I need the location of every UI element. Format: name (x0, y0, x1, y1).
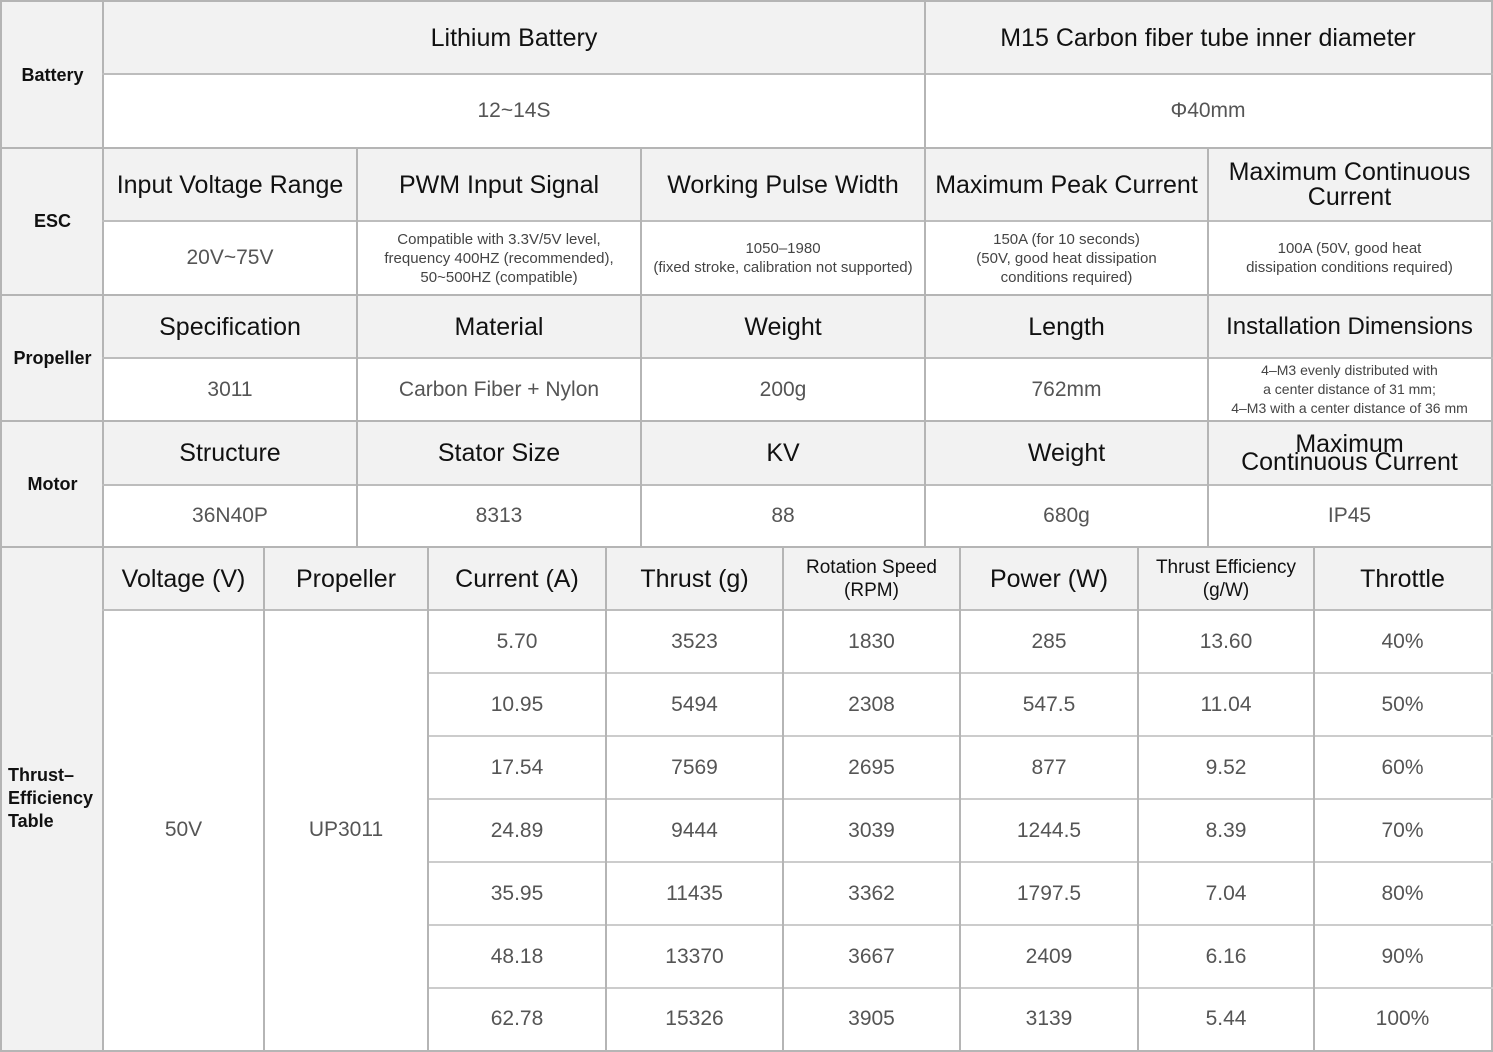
column-divider (605, 546, 607, 1052)
thrust-cell-throttle: 100% (1314, 988, 1491, 1050)
esc-header-continuous: Maximum Continuous Current (1208, 148, 1491, 221)
thrust-cell-thrust: 7569 (606, 736, 783, 799)
column-divider (924, 0, 926, 147)
thrust-cell-efficiency: 11.04 (1138, 673, 1314, 736)
battery-header-type: Lithium Battery (103, 2, 925, 74)
header-divider (102, 484, 1493, 486)
esc-header-pulse: Working Pulse Width (641, 148, 925, 221)
propeller-header-material: Material (357, 295, 641, 358)
thrust-cell-rpm: 3667 (783, 925, 960, 988)
thrust-header-rpm: Rotation Speed (RPM) (783, 547, 960, 610)
thrust-cell-power: 1244.5 (960, 799, 1138, 862)
thrust-cell-efficiency: 8.39 (1138, 799, 1314, 862)
thrust-header-current: Current (A) (428, 547, 606, 610)
column-divider (356, 147, 358, 547)
thrust-header-thrust: Thrust (g) (606, 547, 783, 610)
thrust-cell-thrust: 3523 (606, 610, 783, 673)
section-divider (0, 420, 1493, 422)
propeller-value-weight: 200g (641, 358, 925, 421)
section-divider (0, 546, 1493, 548)
motor-header-stator: Stator Size (357, 421, 641, 485)
header-divider (102, 357, 1493, 359)
motor-value-continuous: IP45 (1208, 485, 1491, 547)
section-label-esc: ESC (2, 148, 103, 295)
column-divider (1313, 546, 1315, 1052)
thrust-cell-power: 877 (960, 736, 1138, 799)
thrust-cell-power: 1797.5 (960, 862, 1138, 925)
column-divider (263, 546, 265, 1052)
propeller-value-spec: 3011 (103, 358, 357, 421)
column-divider (1137, 546, 1139, 1052)
esc-value-pulse: 1050–1980 (fixed stroke, calibration not supported) (641, 221, 925, 295)
thrust-cell-efficiency: 7.04 (1138, 862, 1314, 925)
thrust-cell-current: 5.70 (428, 610, 606, 673)
thrust-cell-efficiency: 5.44 (1138, 988, 1314, 1050)
thrust-cell-thrust: 5494 (606, 673, 783, 736)
esc-header-peak: Maximum Peak Current (925, 148, 1208, 221)
thrust-cell-throttle: 60% (1314, 736, 1491, 799)
thrust-cell-thrust: 9444 (606, 799, 783, 862)
thrust-cell-current: 48.18 (428, 925, 606, 988)
label-column-divider (102, 0, 104, 1052)
thrust-cell-efficiency: 13.60 (1138, 610, 1314, 673)
thrust-cell-efficiency: 9.52 (1138, 736, 1314, 799)
motor-header-structure: Structure (103, 421, 357, 485)
esc-value-voltage: 20V~75V (103, 221, 357, 295)
header-divider (102, 609, 1493, 611)
esc-value-pwm: Compatible with 3.3V/5V level, frequency 400HZ (recommended), 50~500HZ (compatible) (357, 221, 641, 295)
propeller-header-length: Length (925, 295, 1208, 358)
section-divider (0, 294, 1493, 296)
battery-header-tube: M15 Carbon fiber tube inner diameter (925, 2, 1491, 74)
thrust-cell-throttle: 80% (1314, 862, 1491, 925)
propeller-value-install: 4–M3 evenly distributed with a center distance of 31 mm; 4–M3 with a center distance of 36 mm (1208, 358, 1491, 421)
thrust-cell-power: 285 (960, 610, 1138, 673)
thrust-header-efficiency: Thrust Efficiency (g/W) (1138, 547, 1314, 610)
column-divider (1207, 147, 1209, 547)
thrust-header-voltage: Voltage (V) (103, 547, 264, 610)
thrust-cell-rpm: 1830 (783, 610, 960, 673)
motor-value-weight: 680g (925, 485, 1208, 547)
thrust-cell-current: 62.78 (428, 988, 606, 1050)
section-label-battery: Battery (2, 2, 103, 148)
thrust-cell-rpm: 3905 (783, 988, 960, 1050)
thrust-cell-power: 547.5 (960, 673, 1138, 736)
table-border-top (0, 0, 1493, 2)
section-label-propeller: Propeller (2, 295, 103, 421)
thrust-header-propeller: Propeller (264, 547, 428, 610)
propeller-header-weight: Weight (641, 295, 925, 358)
esc-header-voltage: Input Voltage Range (103, 148, 357, 221)
section-divider (0, 147, 1493, 149)
motor-value-stator: 8313 (357, 485, 641, 547)
thrust-propeller-value: UP3011 (264, 610, 428, 1050)
thrust-cell-power: 2409 (960, 925, 1138, 988)
thrust-cell-throttle: 90% (1314, 925, 1491, 988)
thrust-cell-efficiency: 6.16 (1138, 925, 1314, 988)
column-divider (640, 147, 642, 547)
thrust-cell-current: 17.54 (428, 736, 606, 799)
section-label-motor: Motor (2, 421, 103, 547)
column-divider (924, 147, 926, 547)
thrust-cell-throttle: 70% (1314, 799, 1491, 862)
thrust-header-throttle: Throttle (1314, 547, 1491, 610)
thrust-cell-current: 10.95 (428, 673, 606, 736)
thrust-cell-current: 35.95 (428, 862, 606, 925)
column-divider (959, 546, 961, 1052)
thrust-cell-thrust: 15326 (606, 988, 783, 1050)
table-border-left (0, 0, 2, 1052)
thrust-cell-throttle: 50% (1314, 673, 1491, 736)
thrust-cell-current: 24.89 (428, 799, 606, 862)
thrust-header-power: Power (W) (960, 547, 1138, 610)
propeller-header-install: Installation Dimensions (1208, 295, 1491, 358)
motor-value-structure: 36N40P (103, 485, 357, 547)
thrust-cell-rpm: 3039 (783, 799, 960, 862)
thrust-cell-rpm: 3362 (783, 862, 960, 925)
thrust-cell-thrust: 13370 (606, 925, 783, 988)
esc-value-continuous: 100A (50V, good heat dissipation conditions required) (1208, 221, 1491, 295)
thrust-cell-rpm: 2695 (783, 736, 960, 799)
motor-header-kv: KV (641, 421, 925, 485)
motor-value-kv: 88 (641, 485, 925, 547)
propeller-value-material: Carbon Fiber + Nylon (357, 358, 641, 421)
thrust-cell-throttle: 40% (1314, 610, 1491, 673)
propeller-value-length: 762mm (925, 358, 1208, 421)
thrust-cell-power: 3139 (960, 988, 1138, 1050)
battery-value-cells: 12~14S (103, 74, 925, 148)
thrust-cell-thrust: 11435 (606, 862, 783, 925)
thrust-cell-rpm: 2308 (783, 673, 960, 736)
battery-value-diameter: Φ40mm (925, 74, 1491, 148)
column-divider (782, 546, 784, 1052)
header-divider (102, 220, 1493, 222)
esc-header-pwm: PWM Input Signal (357, 148, 641, 221)
header-divider (102, 73, 1493, 75)
column-divider (427, 546, 429, 1052)
motor-header-continuous: Maximum Continuous Current (1208, 421, 1491, 485)
thrust-voltage-value: 50V (103, 610, 264, 1050)
esc-value-peak: 150A (for 10 seconds) (50V, good heat dissipation conditions required) (925, 221, 1208, 295)
propeller-header-spec: Specification (103, 295, 357, 358)
motor-header-weight: Weight (925, 421, 1208, 485)
section-label-thrust: Thrust– Efficiency Table (2, 547, 103, 1050)
